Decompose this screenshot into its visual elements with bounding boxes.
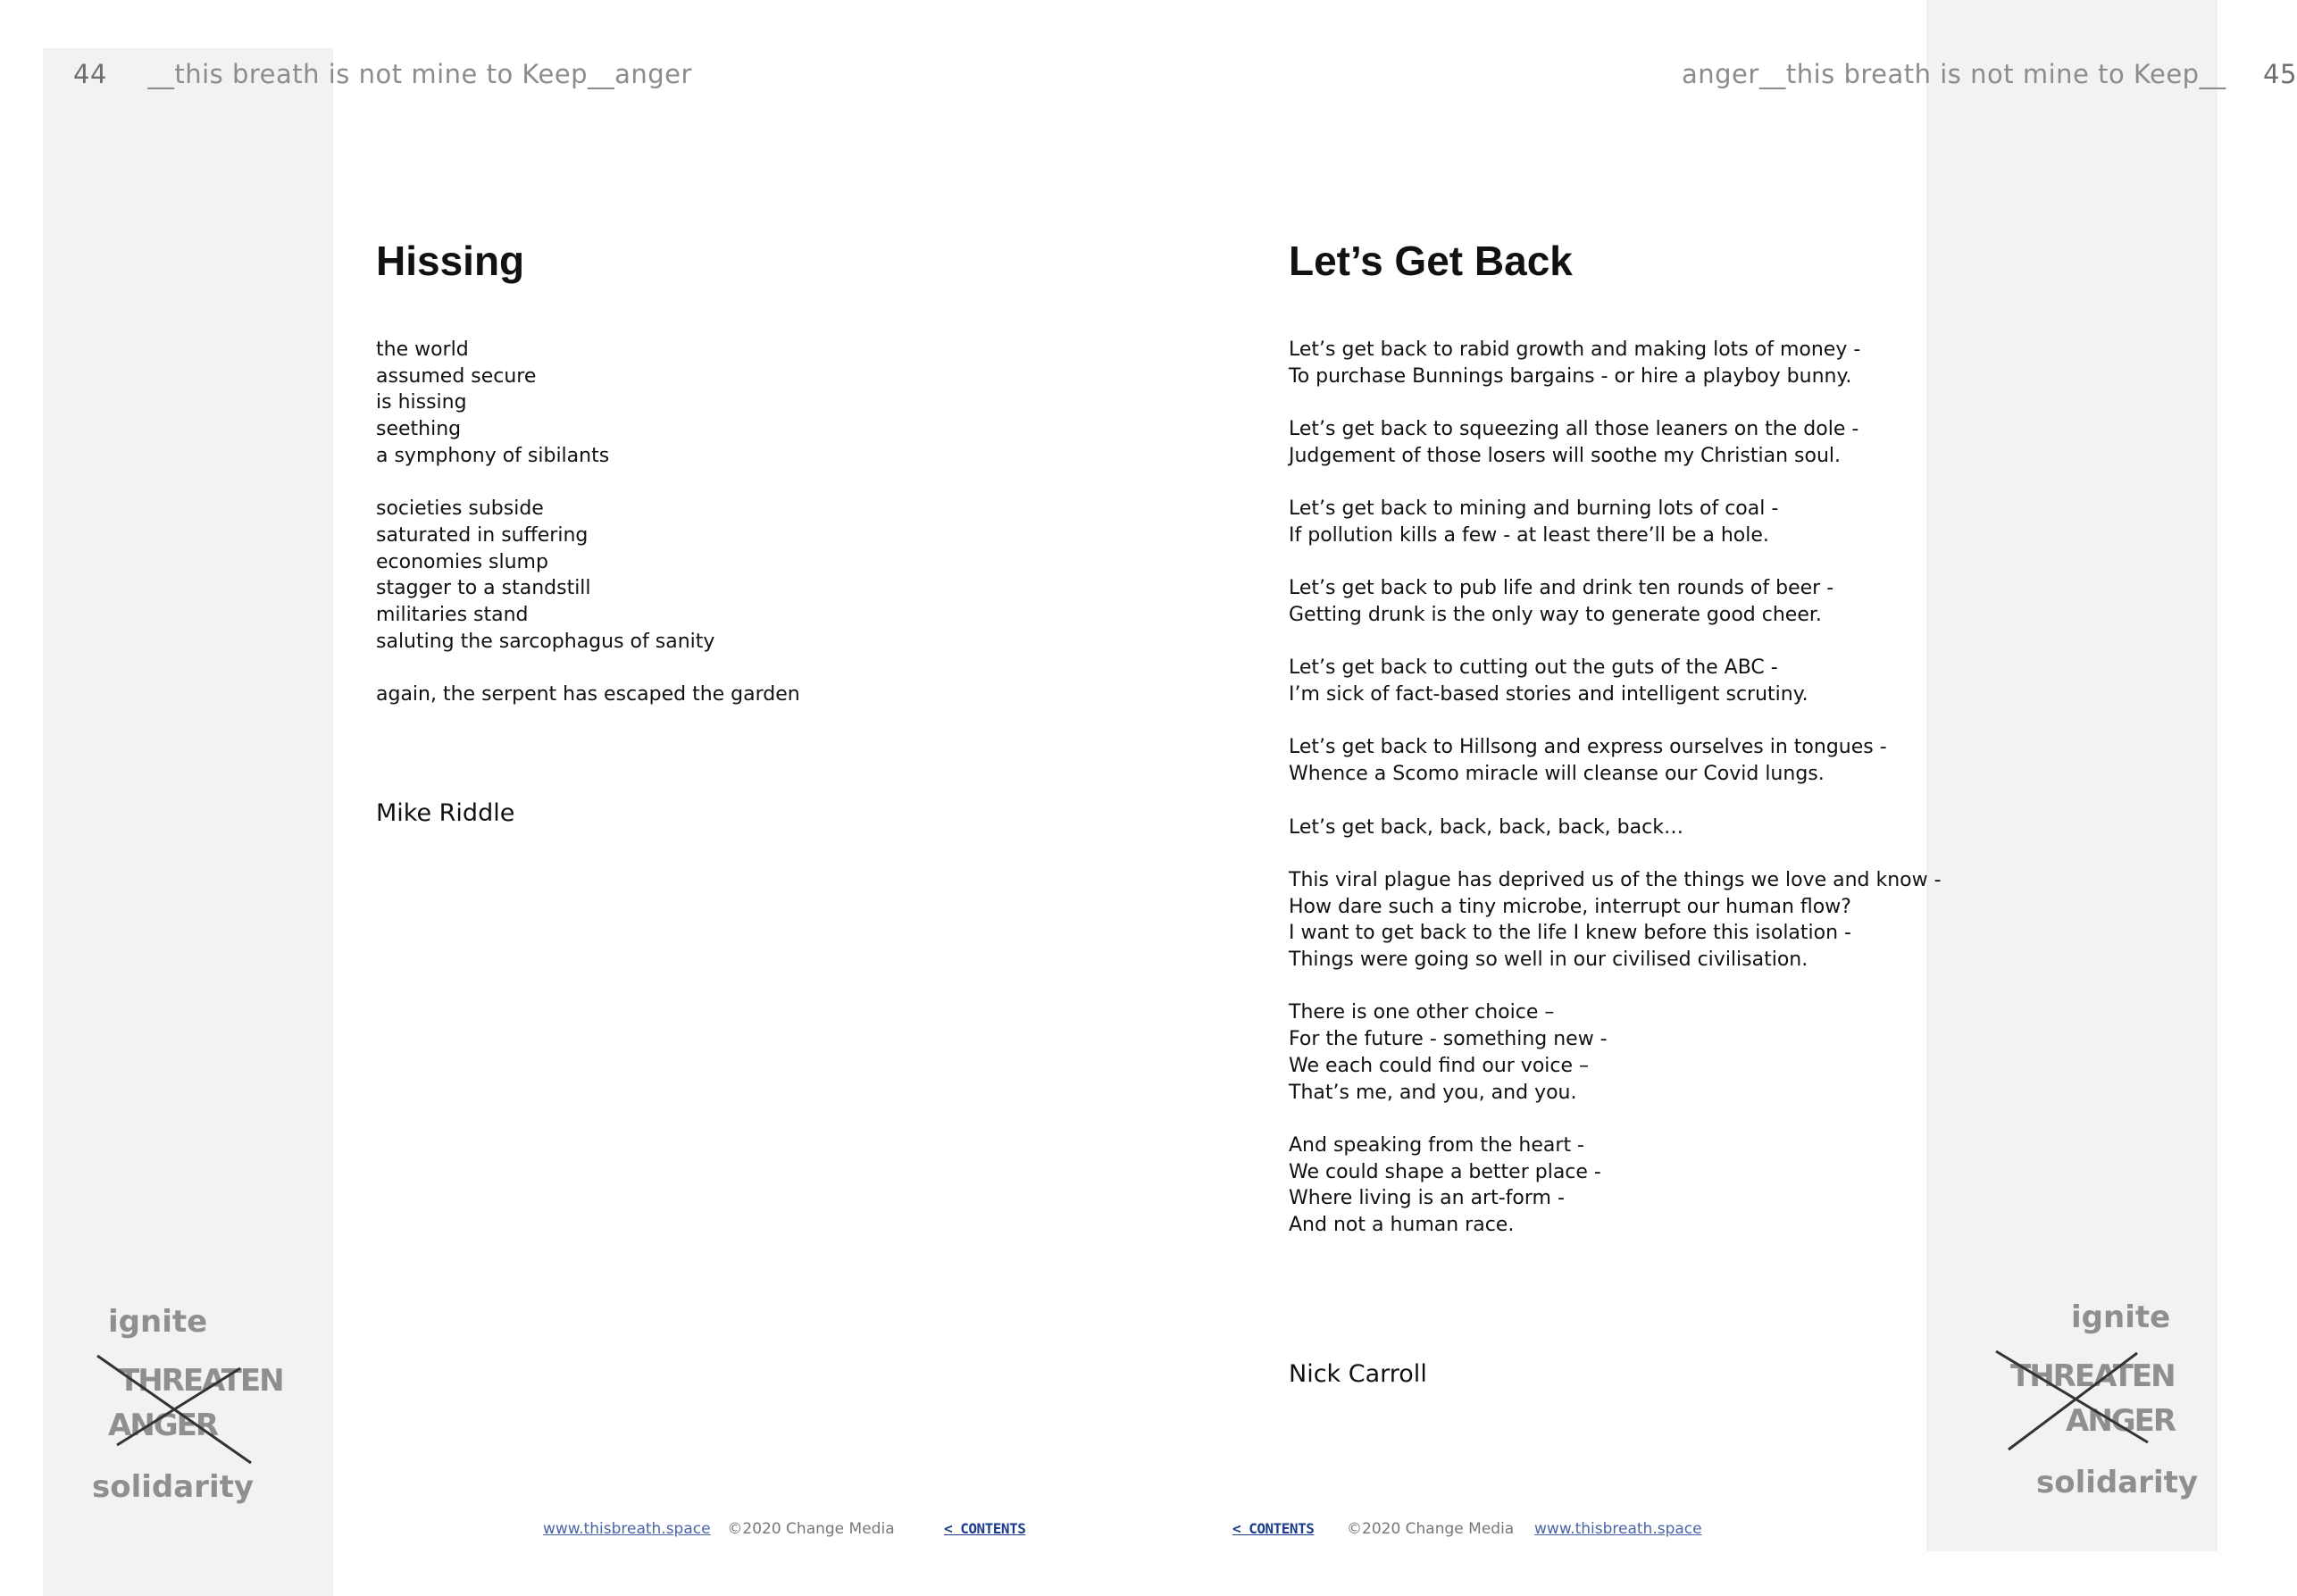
poem-line: societies subside [376, 497, 544, 521]
left-poem-title: Hissing [376, 238, 525, 284]
poem-line: Let’s get back, back, back, back, back… [1289, 815, 1683, 839]
right-copyright: ©2020 Change Media [1347, 1520, 1515, 1538]
logo-word-ignite: ignite [2071, 1299, 2171, 1335]
left-contents-link[interactable]: < CONTENTS [944, 1520, 1026, 1537]
poem-line: seething [376, 418, 462, 441]
poem-line: is hissing [376, 391, 467, 414]
right-logo [1987, 1299, 2199, 1505]
stanza-break [1289, 389, 1942, 416]
poem-line: Judgement of those losers will soothe my Christian soul. [1289, 444, 1842, 467]
poem-line: If pollution kills a few - at least there’ll be a hole. [1289, 523, 1769, 547]
poem-line: Let’s get back to Hillsong and express ourselves in tongues - [1289, 736, 1887, 759]
poem-line: Where living is an art-form - [1289, 1187, 1565, 1210]
left-footer [543, 1520, 895, 1538]
left-copyright: ©2020 Change Media [727, 1520, 895, 1538]
stanza-break [1289, 629, 1942, 656]
poem-line: We could shape a better place - [1289, 1160, 1601, 1183]
poem-line: Let’s get back to pub life and drink ten rounds of beer - [1289, 577, 1834, 600]
poem-line: Let’s get back to cutting out the guts of the ABC - [1289, 656, 1778, 680]
poem-line: saluting the sarcophagus of sanity [376, 630, 715, 653]
right-footer [1347, 1520, 1702, 1538]
poem-line: And speaking from the heart - [1289, 1133, 1584, 1157]
poem-line: For the future - something new - [1289, 1028, 1608, 1051]
stanza-break [1289, 549, 1942, 576]
poem-line: Let’s get back to mining and burning lots of coal - [1289, 497, 1779, 521]
stanza-break [376, 655, 800, 681]
poem-line: economies slump [376, 550, 548, 573]
poem-line: saturated in suffering [376, 523, 589, 547]
left-poem-body [376, 337, 800, 708]
logo-word-anger: ANGER [108, 1408, 218, 1443]
poem-line: I want to get back to the life I knew before this isolation - [1289, 922, 1851, 945]
stanza-break [376, 470, 800, 497]
right-running-title: anger__this breath is not mine to Keep__ [1682, 59, 2226, 89]
poem-line: Whence a Scomo miracle will cleanse our Covid lungs. [1289, 763, 1825, 786]
poem-line: I’m sick of fact-based stories and intelligent scrutiny. [1289, 683, 1808, 706]
logo-word-threaten: THREATEN [2010, 1358, 2175, 1394]
poem-line: We each could find our voice – [1289, 1054, 1590, 1077]
logo-word-threaten: THREATEN [119, 1363, 283, 1399]
poem-line: Let’s get back to squeezing all those leaners on the dole - [1289, 418, 1859, 441]
left-logo [85, 1304, 281, 1509]
poem-line: Things were going so well in our civilised civilisation. [1289, 948, 1808, 972]
cross-icon [1987, 1299, 2184, 1451]
poem-line: There is one other choice – [1289, 1001, 1555, 1024]
right-contents-link[interactable]: < CONTENTS [1232, 1520, 1315, 1537]
right-website-link[interactable]: www.thisbreath.space [1534, 1520, 1702, 1538]
stanza-break [1289, 470, 1942, 497]
poem-line: How dare such a tiny microbe, interrupt our human flow? [1289, 895, 1851, 918]
poem-line: a symphony of sibilants [376, 444, 610, 467]
logo-word-ignite: ignite [108, 1304, 208, 1340]
poem-line: That’s me, and you, and you. [1289, 1081, 1577, 1104]
stanza-break [1289, 840, 1942, 867]
left-running-title: __this breath is not mine to Keep__anger [147, 59, 692, 89]
right-page-header [1682, 59, 2297, 89]
poem-line: stagger to a standstill [376, 577, 591, 600]
left-page-number: 44 [73, 59, 107, 89]
logo-word-solidarity: solidarity [92, 1469, 255, 1505]
left-page-header [73, 59, 692, 89]
poem-line: militaries stand [376, 604, 529, 627]
stanza-break [1289, 708, 1942, 735]
poem-line: And not a human race. [1289, 1214, 1515, 1237]
poem-line: again, the serpent has escaped the garden [376, 683, 800, 706]
right-poem-title: Let’s Get Back [1289, 238, 1573, 284]
stanza-break [1289, 1106, 1942, 1132]
left-poem-author: Mike Riddle [376, 799, 515, 827]
poem-line: assumed secure [376, 364, 537, 388]
poem-line: To purchase Bunnings bargains - or hire a playboy bunny. [1289, 364, 1852, 388]
poem-line: This viral plague has deprived us of the things we love and know - [1289, 868, 1942, 891]
right-page-number: 45 [2263, 59, 2297, 89]
right-poem-body [1289, 337, 1942, 1239]
logo-word-anger: ANGER [2066, 1403, 2176, 1439]
stanza-break [1289, 788, 1942, 815]
poem-line: Getting drunk is the only way to generate good cheer. [1289, 603, 1822, 626]
stanza-break [1289, 973, 1942, 1000]
poem-line: the world [376, 338, 469, 361]
left-website-link[interactable]: www.thisbreath.space [543, 1520, 711, 1538]
logo-word-solidarity: solidarity [2036, 1465, 2199, 1500]
poem-line: Let’s get back to rabid growth and making lots of money - [1289, 338, 1861, 361]
right-poem-author: Nick Carroll [1289, 1360, 1427, 1388]
cross-icon [85, 1304, 281, 1456]
